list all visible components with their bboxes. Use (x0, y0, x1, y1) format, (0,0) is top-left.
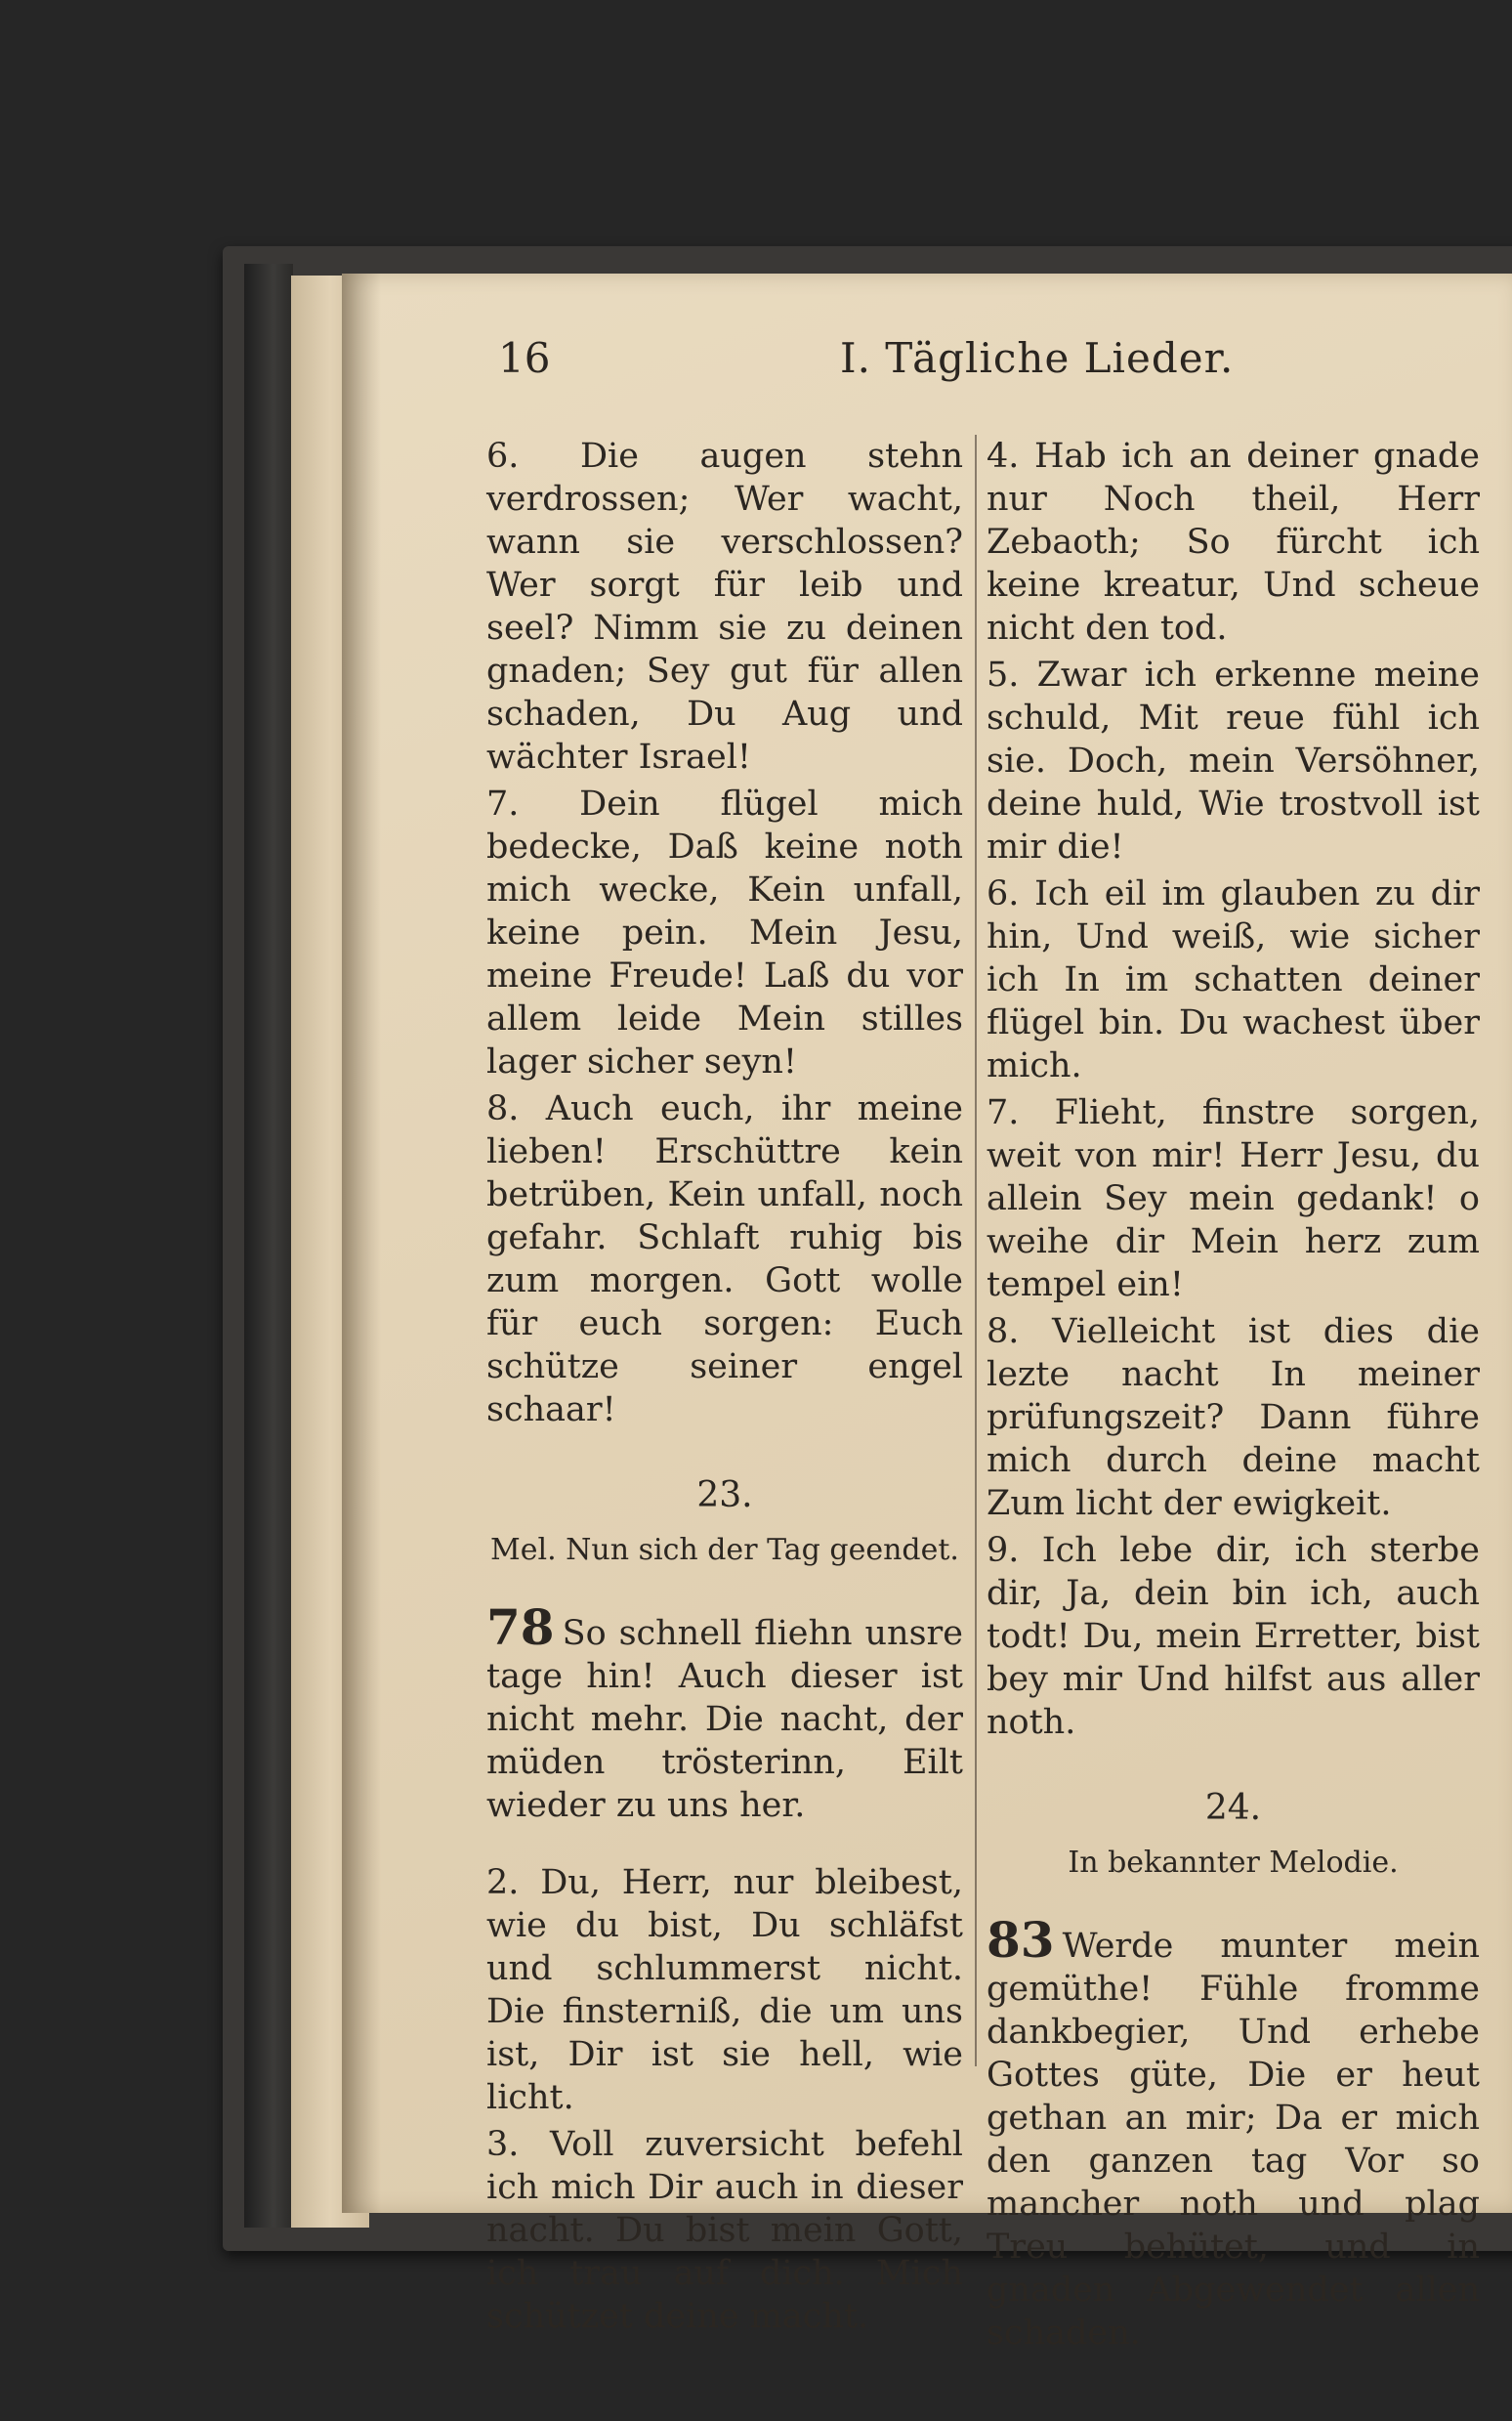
first-stanza-text: Werde munter mein gemüthe! Fühle fromme dankbegier, Und erhebe Gottes güte, Die er heut gethan an mir; Da er mich den ganzen tag Vor so mancher noth und plag Treu behütet, und in gnaden Abgewendet allen schaden. (987, 1927, 1480, 2353)
book-spine-edge (244, 264, 293, 2228)
left-column (486, 435, 963, 2342)
stanza: 6. Die augen stehn verdrossen; Wer wacht, wann sie verschlossen? Wer sorgt für leib und seel? Nimm sie zu deinen gnaden; Sey gut für allen schaden, Du Aug und wächter Israel! (486, 437, 963, 777)
stanza: 6. Ich eil im glauben zu dir hin, Und weiß, wie sicher ich In im schatten deiner flügel bin. Du wachest über mich. (987, 874, 1480, 1085)
book-page (342, 274, 1512, 2353)
hymn-number: 24. (1204, 1788, 1262, 1828)
stanza: 2. Du, Herr, nur bleibest, wie du bist, Du schläfst und schlummerst nicht. Die finsterniß, die um uns ist, Dir ist sie hell, wie licht. (486, 1863, 963, 2117)
stanza: 5. Zwar ich erkenne meine schuld, Mit reue fühl ich sie. Doch, mein Versöhner, deine huld, Wie trostvoll ist mir die! (987, 656, 1480, 867)
hymn-first-stanza (486, 1598, 963, 1827)
melody-line: In bekannter Melodie. (1068, 1846, 1399, 1880)
hymn-global-number: 78 (486, 1598, 555, 1656)
stanza: 4. Hab ich an deiner gnade nur Noch theil, Herr Zebaoth; So fürcht ich keine kreatur, Und scheue nicht den tod. (987, 437, 1480, 648)
stanza: 7. Flieht, finstre sorgen, weit von mir! Herr Jesu, du allein Sey mein gedank! o weihe dir Mein herz zum tempel ein! (987, 1093, 1480, 1304)
gutter-shadow (342, 274, 381, 2213)
melody-line: Mel. Nun sich der Tag geendet. (490, 1533, 959, 1567)
running-title: I. Tägliche Lieder. (840, 334, 1235, 382)
page-number: 16 (498, 334, 551, 382)
page-header (498, 334, 1504, 393)
hymn-number: 23. (696, 1475, 753, 1515)
stanza: 9. Ich lebe dir, ich sterbe dir, Ja, dein bin ich, auch todt! Du, mein Erretter, bist bey mir Und hilfst aus aller noth. (987, 1531, 1480, 1742)
column-divider (975, 435, 977, 2066)
right-column (987, 435, 1480, 2389)
stanza: 3. Voll zuversicht befehl ich mich Dir auch in dieser nacht. Du bist mein Gott, ich trau auf dich. Mich schützet deine macht. (486, 2125, 963, 2336)
hymn-global-number: 83 (987, 1911, 1055, 1969)
stanza: 8. Vielleicht ist dies die lezte nacht In meiner prüfungszeit? Dann führe mich durch deine macht Zum licht der ewigkeit. (987, 1312, 1480, 1523)
stanza: 7. Dein flügel mich bedecke, Daß keine noth mich wecke, Kein unfall, keine pein. Mein Jesu, meine Freude! Laß du vor allem leide Mein stilles lager sicher seyn! (486, 785, 963, 1082)
hymn-first-stanza (987, 1911, 1480, 2355)
stanza: 8. Auch euch, ihr meine lieben! Erschüttre kein betrüben, Kein unfall, noch gefahr. Schlaft ruhig bis zum morgen. Gott wolle für euch sorgen: Euch schütze seiner engel schaar! (486, 1089, 963, 1429)
first-stanza-text: So schnell fliehn unsre tage hin! Auch dieser ist nicht mehr. Die nacht, der müden trösterinn, Eilt wieder zu uns her. (486, 1614, 963, 1825)
